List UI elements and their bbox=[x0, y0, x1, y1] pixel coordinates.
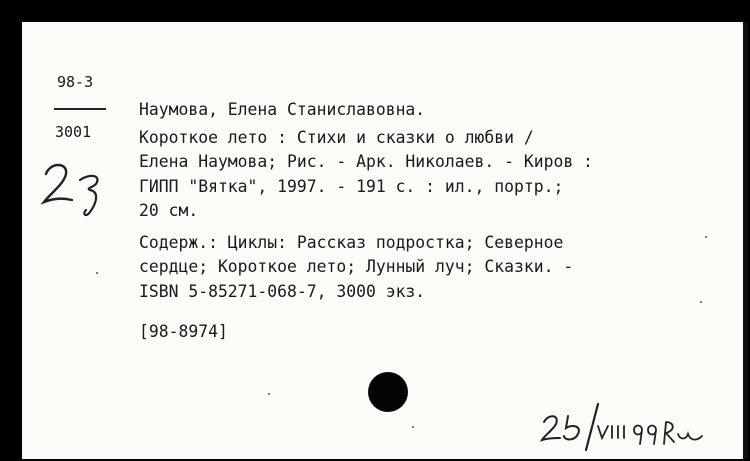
classmark-bottom: 3001 bbox=[55, 123, 92, 141]
scan-speck bbox=[705, 236, 707, 238]
classmark-top: 98-3 bbox=[57, 73, 94, 91]
card-line-8: ISBN 5-85271-068-7, 3000 экз. bbox=[139, 282, 426, 301]
record-number: [98-8974] bbox=[139, 322, 228, 341]
card-line-6: Содерж.: Циклы: Рассказ подростка; Северное bbox=[139, 233, 564, 252]
card-edge bbox=[743, 22, 748, 459]
card-line-2: Короткое лето : Стихи и сказки о любви / bbox=[139, 128, 534, 147]
scan-speck bbox=[700, 301, 702, 303]
scan-speck bbox=[268, 393, 270, 395]
card-line-7: сердце; Короткое лето; Лунный луч; Сказки. - bbox=[139, 257, 574, 276]
card-line-3: Елена Наумова; Рис. - Арк. Николаев. - Киров : bbox=[139, 152, 593, 171]
handwritten-date bbox=[538, 400, 718, 455]
card-line-5: 20 см. bbox=[139, 201, 199, 220]
scan-speck bbox=[412, 426, 414, 428]
punch-hole bbox=[368, 372, 408, 412]
scan-speck bbox=[96, 272, 98, 274]
card-line-4: ГИПП "Вятка", 1997. - 191 с. : ил., портр.; bbox=[139, 177, 564, 196]
card-line-1: Наумова, Елена Станиславовна. bbox=[139, 100, 426, 119]
classmark-divider bbox=[54, 108, 106, 110]
handwritten-author-mark bbox=[40, 160, 120, 220]
